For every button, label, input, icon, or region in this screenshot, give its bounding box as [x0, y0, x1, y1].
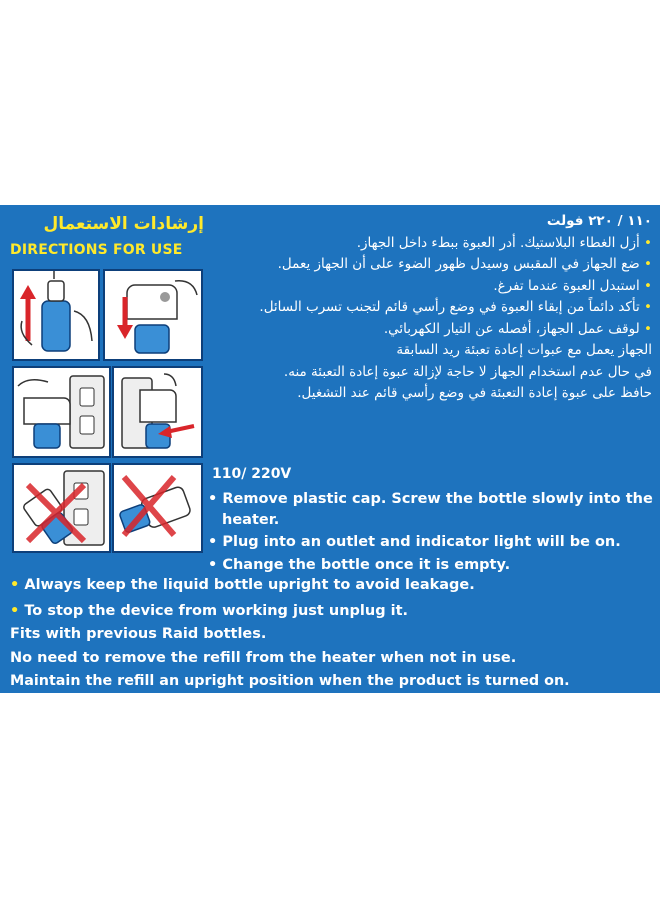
- bullet: •: [208, 534, 218, 550]
- arabic-note-1: الجهاز يعمل مع عبوات إعادة تعبئة ريد السابقة: [396, 342, 652, 358]
- arabic-instructions: [212, 211, 652, 405]
- arabic-step-2: • ضع الجهاز في المقبس وسيدل ظهور الضوء على أن الجهاز يعمل.: [212, 254, 652, 276]
- remove-cap-icon: [12, 269, 100, 361]
- english-note-2: No need to remove the refill from the heater when not in use.: [10, 650, 517, 666]
- english-step-1-cont: heater.: [222, 512, 280, 528]
- english-step-1: [208, 489, 653, 510]
- bullet: •: [208, 491, 218, 507]
- arabic-step-3: • استبدل العبوة عندما تفرغ.: [212, 276, 652, 298]
- arabic-note-3: حافظ على عبوة إعادة التعبئة في وضع رأسي قائم عند التشغيل.: [297, 385, 652, 401]
- title-english: DIRECTIONS FOR USE: [10, 242, 183, 258]
- bullet: •: [10, 577, 20, 593]
- english-step-1-text: Remove plastic cap. Screw the bottle slowly into the: [222, 491, 653, 507]
- english-step-4-text: Always keep the liquid bottle upright to avoid leakage.: [24, 577, 475, 593]
- plug-into-outlet-icon: [12, 366, 111, 458]
- english-voltage: 110/ 220V: [212, 466, 292, 482]
- arabic-step-1: • أزل الغطاء البلاستيك. أدر العبوة ببطء داخل الجهاز.: [212, 233, 652, 255]
- bullet: •: [10, 603, 20, 619]
- english-step-3-text: Change the bottle once it is empty.: [222, 557, 511, 573]
- title-arabic: إرشادات الاستعمال: [43, 214, 204, 234]
- english-note-3: Maintain the refill an upright position when the product is turned on.: [10, 673, 570, 689]
- english-step-5: [10, 601, 408, 622]
- screw-bottle-icon: [103, 269, 203, 361]
- arabic-note-2: في حال عدم استخدام الجهاز لا حاجة لإزالة عبوة إعادة التعبئة منه.: [283, 363, 652, 380]
- english-step-2: [208, 532, 621, 553]
- english-note-1: Fits with previous Raid bottles.: [10, 626, 267, 642]
- indicator-light-icon: [112, 366, 203, 458]
- arabic-voltage: ١١٠ / ٢٢٠ فولت: [546, 213, 652, 229]
- english-step-4: [10, 575, 475, 596]
- english-step-3: [208, 555, 510, 576]
- english-step-2-text: Plug into an outlet and indicator light will be on.: [222, 534, 621, 550]
- bullet: •: [208, 557, 218, 573]
- no-tilt-icon: [12, 463, 111, 553]
- arabic-step-5: • لوقف عمل الجهاز، أفصله عن التيار الكهربائي.: [212, 319, 652, 341]
- arabic-step-4: • تأكد دائماً من إبقاء العبوة في وضع رأسي قائم لتجنب تسرب السائل.: [212, 297, 652, 319]
- no-sideways-icon: [112, 463, 203, 553]
- directions-panel: [0, 205, 660, 693]
- english-step-5-text: To stop the device from working just unplug it.: [24, 603, 409, 619]
